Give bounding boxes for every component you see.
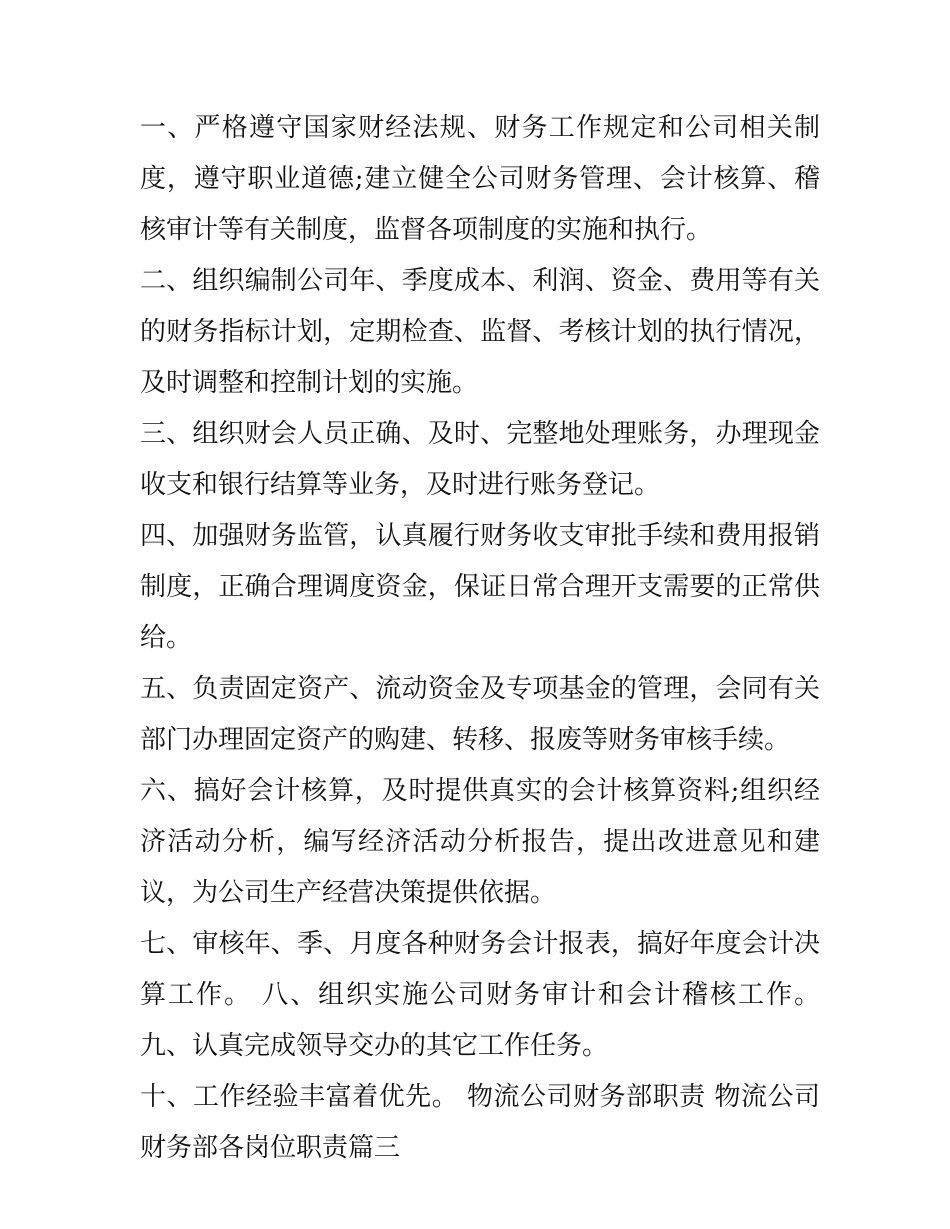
- paragraph-6: 六、搞好会计核算，及时提供真实的会计核算资料;组织经济活动分析，编写经济活动分析报告，提出改进意见和建议，为公司生产经营决策提供依据。: [140, 776, 820, 908]
- paragraph-1: 一、严格遵守国家财经法规、财务工作规定和公司相关制度，遵守职业道德;建立健全公司财务管理、会计核算、稽核审计等有关制度，监督各项制度的实施和执行。: [140, 113, 820, 245]
- paragraph-7: 七、审核年、季、月度各种财务会计报表，搞好年度会计决算工作。 八、组织实施公司财务审计和会计稽核工作。 九、认真完成领导交办的其它工作任务。: [140, 929, 820, 1061]
- paragraph-4: 四、加强财务监管，认真履行财务收支审批手续和费用报销制度，正确合理调度资金，保证日常合理开支需要的正常供给。: [140, 521, 820, 653]
- document-body: [140, 103, 820, 1174]
- paragraph-3: 三、组织财会人员正确、及时、完整地处理账务，办理现金收支和银行结算等业务，及时进行账务登记。: [140, 419, 820, 500]
- paragraph-2: 二、组织编制公司年、季度成本、利润、资金、费用等有关的财务指标计划，定期检查、监督、考核计划的执行情况，及时调整和控制计划的实施。: [140, 266, 820, 398]
- paragraph-5: 五、负责固定资产、流动资金及专项基金的管理，会同有关部门办理固定资产的购建、转移、报废等财务审核手续。: [140, 674, 820, 755]
- paragraph-8: 十、工作经验丰富着优先。 物流公司财务部职责 物流公司财务部各岗位职责篇三: [140, 1082, 820, 1163]
